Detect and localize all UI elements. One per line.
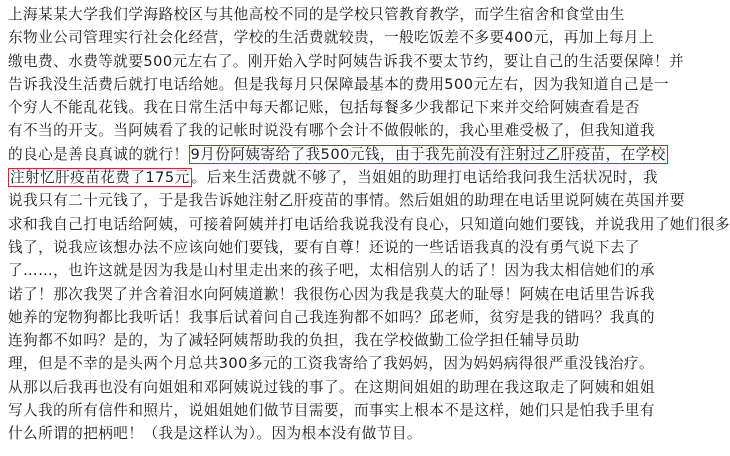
text-line xyxy=(8,26,655,49)
line-text: 有不当的开支。当阿姨看了我的记帐时说没有哪个会计不做假帐的，我心里难受极了，但我知道我 xyxy=(8,122,655,140)
text-line xyxy=(8,352,655,375)
text-line xyxy=(8,119,655,142)
line-text: 。后来生活费就不够了，当姐姐的助理打电话给我问我生活状况时，我 xyxy=(191,169,659,187)
text-line xyxy=(8,189,685,212)
text-line xyxy=(8,73,670,96)
text-line xyxy=(8,283,655,306)
line-text: 诺了！那次我哭了并含着泪水向阿姨道歉！我很伤心因为我是我莫大的耻辱！阿姨在电话里告诉我 xyxy=(8,285,655,303)
line-text: 告诉我没生活费后就打电话给她。但是我每月只保障最基本的费用500元左右，因为我知道自己是一 xyxy=(8,75,670,93)
text-line xyxy=(8,50,685,73)
line-text: 写人我的所有信件和照片，说姐姐她们做节目需要，而事实上根本不是这样，她们只是怕我手里有 xyxy=(8,402,655,420)
text-line xyxy=(8,96,640,119)
highlighted-text: 注射忆肝疫苗花费了175元 xyxy=(10,169,190,187)
line-text: 了……，也许这就是因为我是山村里走出来的孩子吧，太相信别人的话了！因为我太相信她们的承 xyxy=(8,262,655,280)
line-text: 什么所谓的把柄吧！（我是这样认为）。因为根本没有做节目。 xyxy=(8,425,422,443)
line-text: 的良心是善良真诚的就行！ xyxy=(8,145,189,163)
line-text: 说我只有二十元钱了，于是我告诉她注射乙肝疫苗的事情。然后姐姐的助理在电话里说阿姨在英国并要 xyxy=(8,192,685,210)
text-line xyxy=(8,166,659,189)
text-line xyxy=(8,259,655,282)
text-line xyxy=(8,422,634,445)
line-text: 上海某某大学我们学海路校区与其他高校不同的是学校只管教育教学，而学生宿舍和食堂由生 xyxy=(8,6,625,23)
line-text: 从那以后我再也没有向姐姐和邓阿姨说过钱的事了。在这期间姐姐的助理在我这取走了阿姨和姐姐 xyxy=(8,378,655,396)
text-line xyxy=(8,306,655,329)
text-line xyxy=(8,143,666,166)
text-line xyxy=(8,329,634,352)
text-line xyxy=(8,213,730,236)
line-text: 她养的宠物狗都比我听话！我事后试着问自己我连狗都不如吗？邱老师，贫穷是我的错吗？我真的 xyxy=(8,308,655,326)
line-text: 理，但是不幸的是头两个月总共300多元的工资我寄给了我妈妈，因为妈妈病得很严重没钱治疗。 xyxy=(8,355,655,373)
line-text: 连狗都不如吗？是的，为了减轻阿姨帮助我的负担，我在学校做勤工俭学担任辅导员助 xyxy=(8,332,580,350)
highlighted-text: 9月份阿姨寄给了我500元钱，由于我先前没有注射过乙肝疫苗，在学校 xyxy=(190,145,666,163)
text-line xyxy=(8,236,640,259)
text-line xyxy=(8,399,655,422)
line-text: 钱了，说我应该想办法不应该向她们要钱，要有自尊！还说的一些话语我真的没有勇气说下去了 xyxy=(8,238,640,256)
line-text: 缴电费、水费等就要500元左右了。刚开始入学时阿姨告诉我不要太节约，要让自己的生活要保障！并 xyxy=(8,52,685,70)
text-line xyxy=(8,3,634,26)
text-line xyxy=(8,376,655,399)
line-text: 求和我自己打电话给阿姨，可接着阿姨并打电话给我说我没有良心，只知道向她们要钱，并说我用了她们很多 xyxy=(8,215,730,233)
line-text: 个穷人不能乱花钱。我在日常生活中每天都记账，包括每餐多少我都记下来并交给阿姨查看是否 xyxy=(8,99,640,117)
line-text: 东物业公司管理实行社会化经营，学校的生活费就较贵，一般吃饭差不多要400元，再加上每月上 xyxy=(8,29,655,47)
